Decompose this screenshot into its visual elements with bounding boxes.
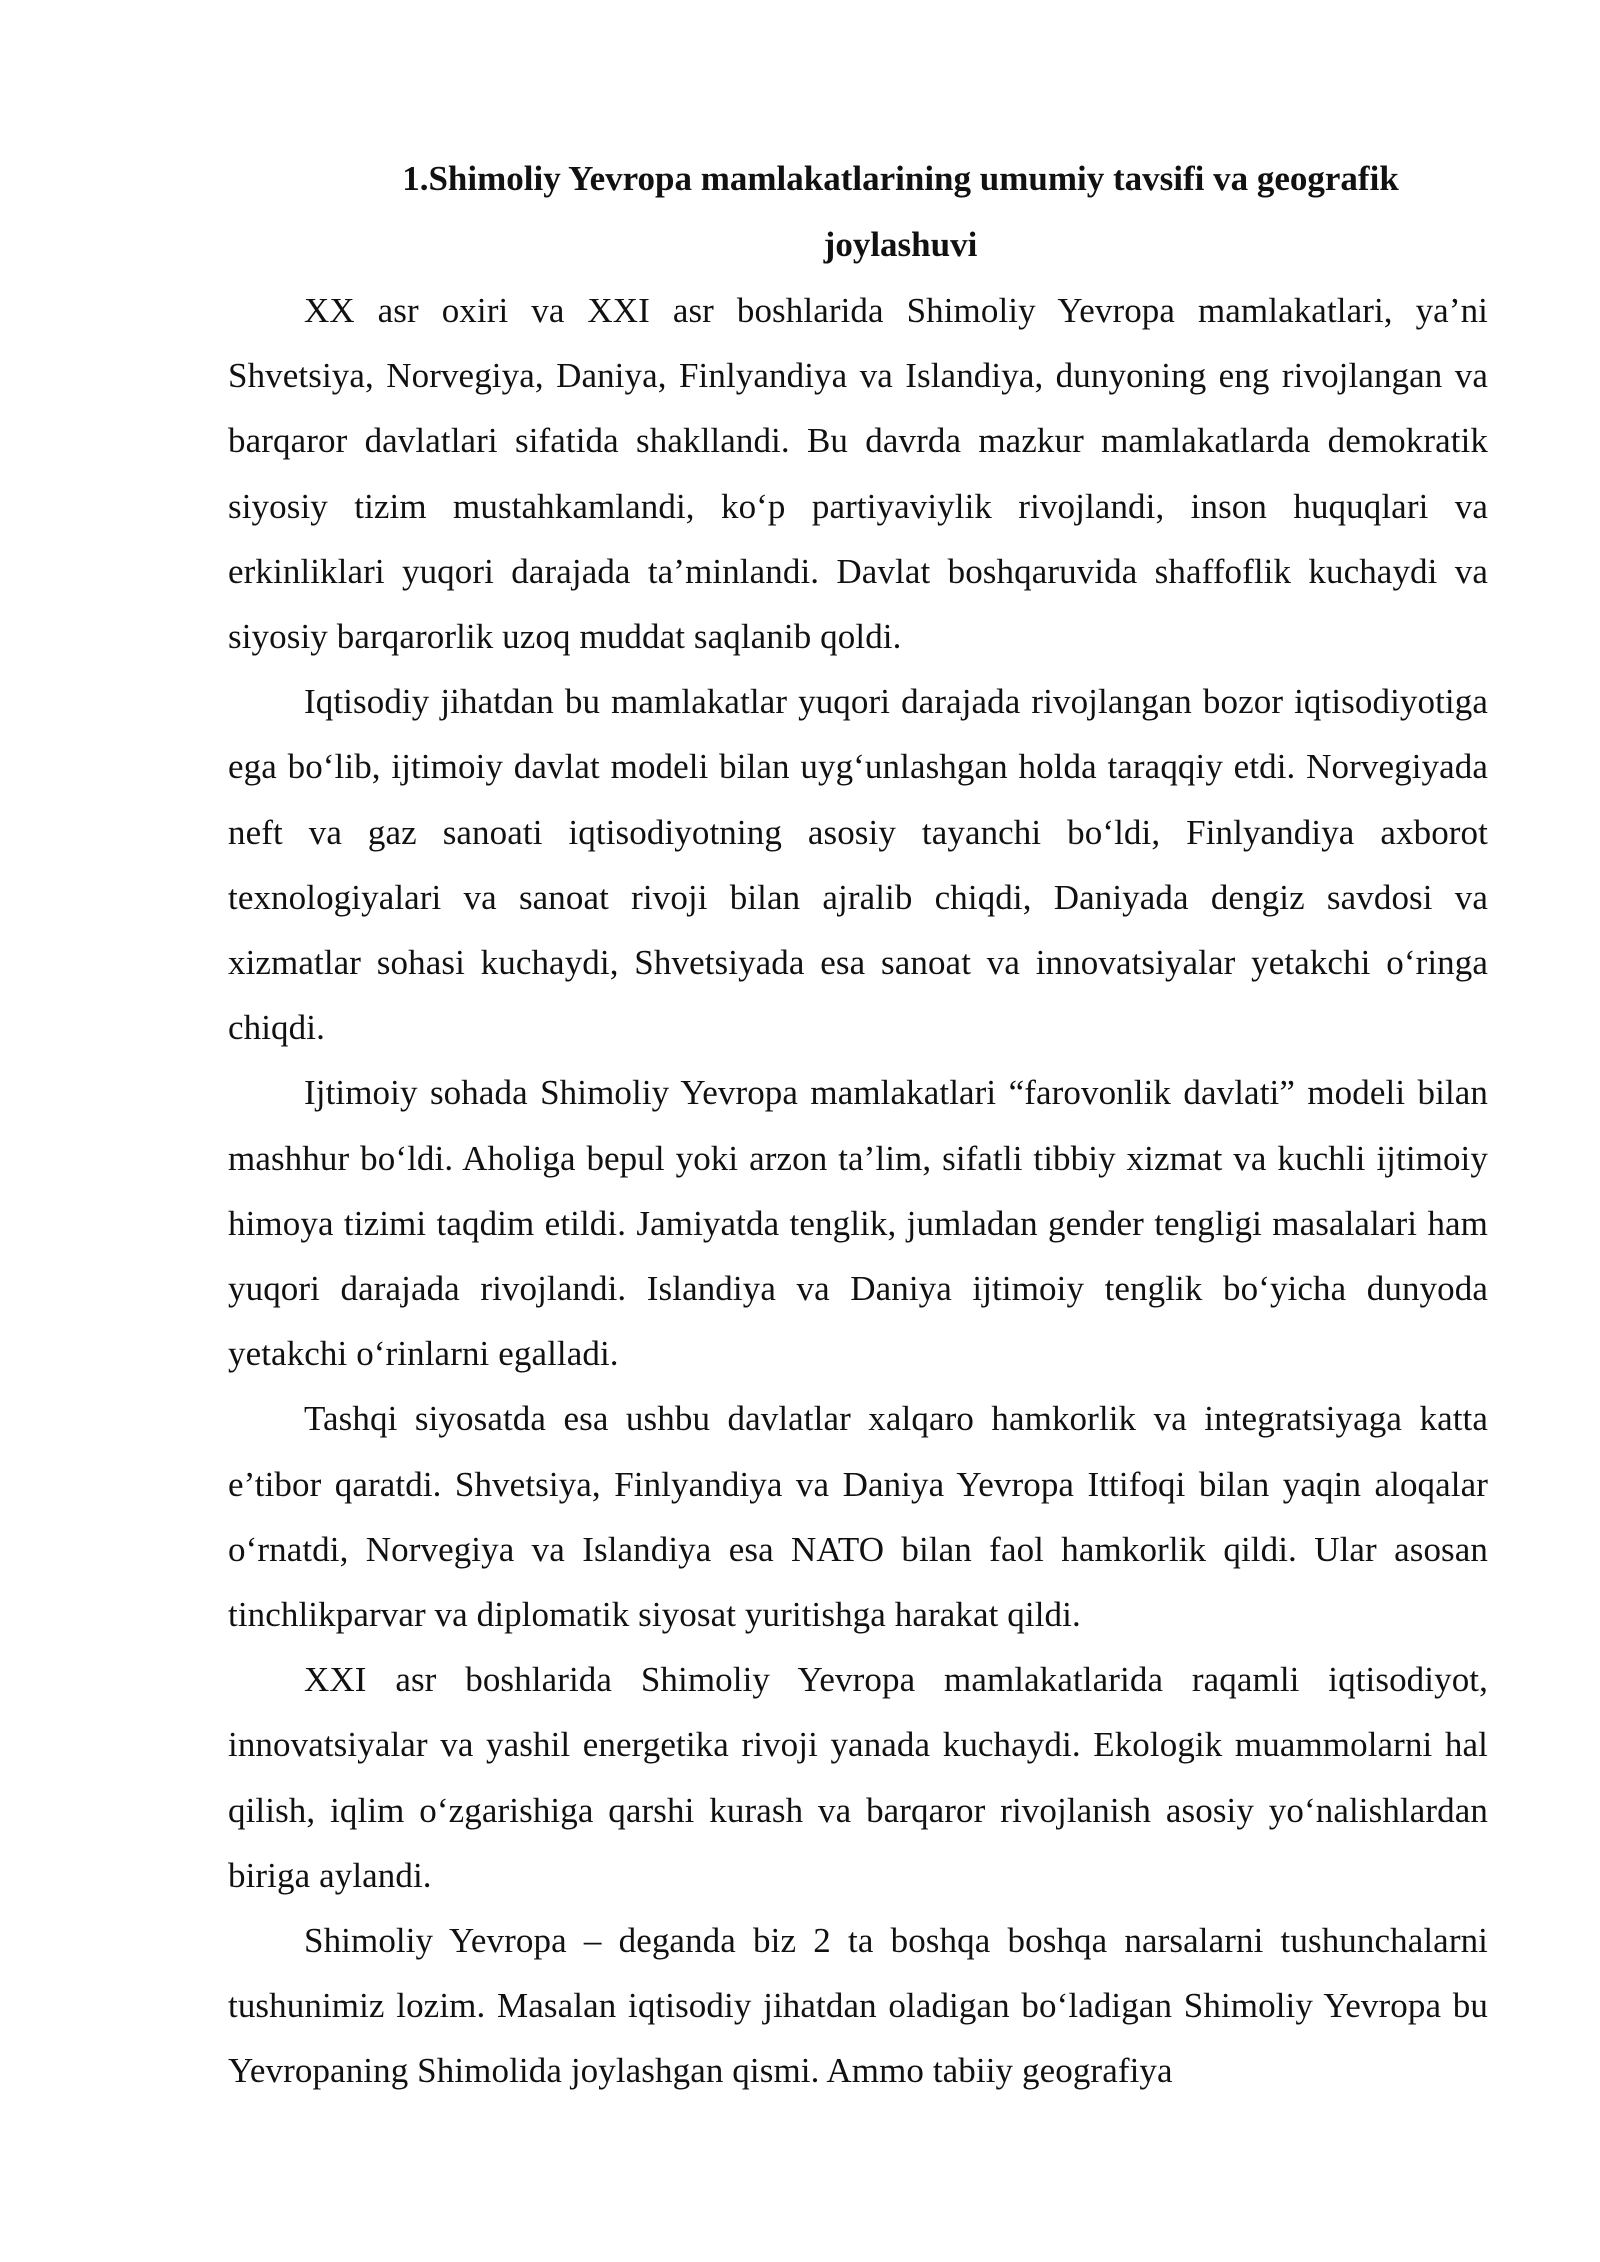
paragraph-3: Ijtimoiy sohada Shimoliy Yevropa mamlakatlari “farovonlik davlati” modeli bilan mashhur bo‘ldi. Aholiga bepul yoki arzon ta’lim, sifatli tibbiy xizmat va kuchli ijtimoiy himoya tizimi taqdim etildi. Jamiyatda tenglik, jumladan gender tengligi masalalari ham yuqori darajada rivojlandi. Islandiya va Daniya ijtimoiy tenglik bo‘yicha dunyoda yetakchi o‘rinlarni egalladi. [228, 1073, 1488, 1374]
paragraph-1: XX asr oxiri va XXI asr boshlarida Shimoliy Yevropa mamlakatlari, ya’ni Shvetsiya, Norvegiya, Daniya, Finlyandiya va Islandiya, dunyoning eng rivojlangan va barqaror davlatlari sifatida shakllandi. Bu davrda mazkur mamlakatlarda demokratik siyosiy tizim mustahkamlandi, ko‘p partiyaviylik rivojlandi, inson huquqlari va erkinliklari yuqori darajada ta’minlandi. Davlat boshqaruvida shaffoflik kuchaydi va siyosiy barqarorlik uzoq muddat saqlanib qoldi. [228, 291, 1488, 657]
paragraph-4: Tashqi siyosatda esa ushbu davlatlar xalqaro hamkorlik va integratsiyaga katta e’tibor qaratdi. Shvetsiya, Finlyandiya va Daniya Yevropa Ittifoqi bilan yaqin aloqalar o‘rnatdi, Norvegiya va Islandiya esa NATO bilan faol hamkorlik qildi. Ular asosan tinchlikparvar va diplomatik siyosat yuritishga harakat qildi. [228, 1399, 1488, 1635]
paragraph-5: XXI asr boshlarida Shimoliy Yevropa mamlakatlarida raqamli iqtisodiyot, innovatsiyalar va yashil energetika rivoji yanada kuchaydi. Ekologik muammolarni hal qilish, iqlim o‘zgarishiga qarshi kurash va barqaror rivojlanish asosiy yo‘nalishlardan biriga aylandi. [228, 1660, 1488, 1895]
document-page [228, 0, 1488, 2104]
paragraph-6: Shimoliy Yevropa – deganda biz 2 ta boshqa boshqa narsalarni tushunchalarni tushunimiz lozim. Masalan iqtisodiy jihatdan oladigan bo‘ladigan Shimoliy Yevropa bu Yevropaning Shimolida joylashgan qismi. Ammo tabiiy geografiya [228, 1921, 1488, 2091]
paragraph-2: Iqtisodiy jihatdan bu mamlakatlar yuqori darajada rivojlangan bozor iqtisodiyotiga ega bo‘lib, ijtimoiy davlat modeli bilan uyg‘unlashgan holda taraqqiy etdi. Norvegiyada neft va gaz sanoati iqtisodiyotning asosiy tayanchi bo‘ldi, Finlyandiya axborot texnologiyalari va sanoat rivoji bilan ajralib chiqdi, Daniyada dengiz savdosi va xizmatlar sohasi kuchaydi, Shvetsiyada esa sanoat va innovatsiyalar yetakchi o‘ringa chiqdi. [228, 682, 1488, 1048]
title-line-2: joylashuvi [823, 225, 978, 264]
title-line-1: 1.Shimoliy Yevropa mamlakatlarining umumiy tavsifi va geografik [402, 159, 1399, 198]
document-title [228, 146, 1488, 278]
